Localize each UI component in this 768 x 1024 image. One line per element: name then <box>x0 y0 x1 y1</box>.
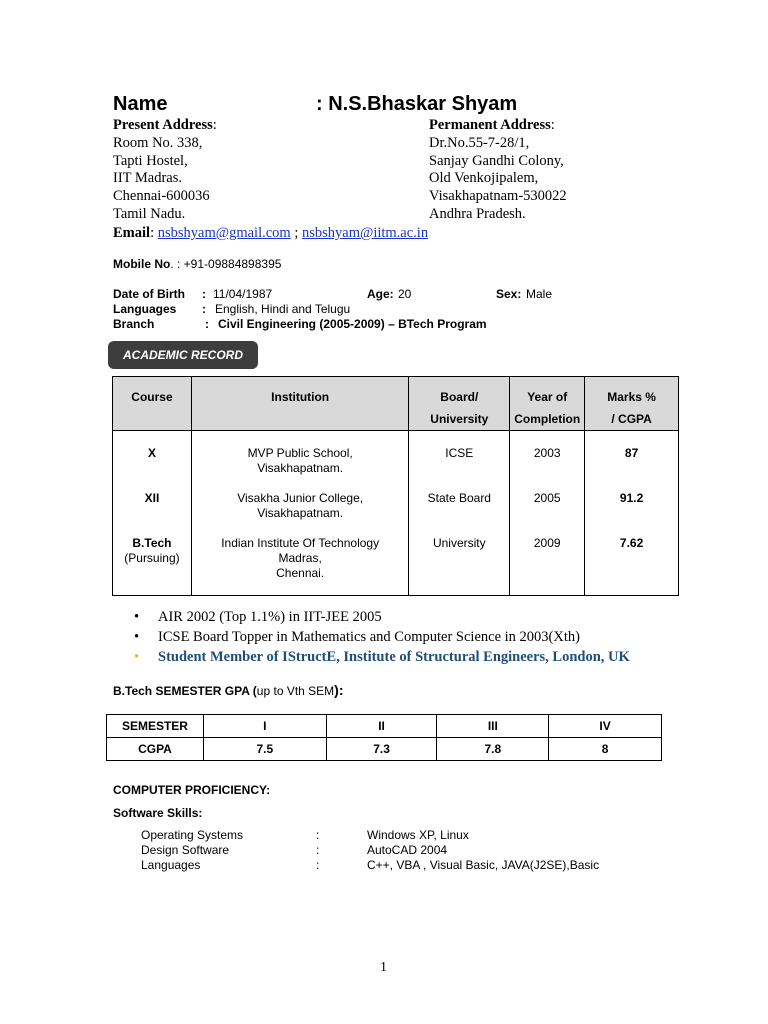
cell-year: 2005 <box>510 476 585 536</box>
languages-label: Languages <box>113 302 177 316</box>
skill-names <box>141 828 243 873</box>
branch-label: Branch <box>113 317 155 331</box>
dob-label: Date of Birth <box>113 287 185 301</box>
cell-semester-label: SEMESTER <box>107 715 204 738</box>
table-row <box>113 431 679 477</box>
table-row <box>107 738 662 761</box>
academic-record-badge: ACADEMIC RECORD <box>108 341 258 369</box>
cell-semester: I <box>203 715 326 738</box>
page-number: 1 <box>380 960 387 975</box>
academic-record-table <box>112 376 679 596</box>
permanent-address-line: Sanjay Gandhi Colony, <box>429 152 564 169</box>
age-label: Age: <box>367 287 394 301</box>
cell-marks: 7.62 <box>585 536 679 595</box>
header-year: Year of Completion <box>510 377 585 431</box>
age-value: 20 <box>398 287 412 301</box>
permanent-address-line: Old Venkojipalem, <box>429 170 539 187</box>
sex-value: Male <box>526 287 553 301</box>
semester-gpa-table <box>106 714 662 761</box>
cell-cgpa-label: CGPA <box>107 738 204 761</box>
bullet-icon: • <box>134 629 140 645</box>
skill-value: Windows XP, Linux <box>367 828 469 842</box>
skill-colons <box>316 828 319 873</box>
email-label: Email <box>113 225 151 241</box>
present-address-line: Tamil Nadu. <box>113 205 186 222</box>
header-course: Course <box>113 377 192 431</box>
software-skills-heading: Software Skills: <box>113 806 203 820</box>
skill-name: Languages <box>141 858 201 872</box>
bullet-icon: • <box>134 609 140 625</box>
email-link-iitm[interactable]: nsbshyam@iitm.ac.in <box>301 225 429 241</box>
cell-marks: 91.2 <box>585 476 679 536</box>
header-institution: Institution <box>191 377 408 431</box>
list-item: • AIR 2002 (Top 1.1%) in IIT-JEE 2005 <box>134 609 382 625</box>
cell-year: 2009 <box>510 536 585 595</box>
header-board: Board/ University <box>409 377 510 431</box>
cell-institution: MVP Public School, Visakhapatnam. <box>191 431 408 477</box>
semester-gpa-heading: B.Tech SEMESTER GPA (up to Vth SEM): <box>113 682 344 698</box>
present-address-line: IIT Madras. <box>113 170 182 187</box>
bullet-icon: • <box>134 649 140 665</box>
permanent-address-label: Permanent Address <box>429 117 551 133</box>
mobile-line <box>113 257 281 271</box>
achievements-list <box>130 607 630 667</box>
cell-course: X <box>113 431 192 477</box>
skill-colon: : <box>316 843 320 857</box>
table-row <box>113 476 679 536</box>
list-item: • ICSE Board Topper in Mathematics and Computer Science in 2003(Xth) <box>134 629 580 645</box>
permanent-address-line: Dr.No.55-7-28/1, <box>429 134 530 151</box>
cell-semester: IV <box>549 715 662 738</box>
mobile-label: Mobile No <box>113 257 171 271</box>
header-marks: Marks % / CGPA <box>585 377 679 431</box>
cell-cgpa: 7.3 <box>326 738 437 761</box>
cell-institution: Indian Institute Of Technology Madras, Chennai. <box>191 536 408 595</box>
computer-proficiency-heading: COMPUTER PROFICIENCY: <box>113 783 271 797</box>
cell-course: XII <box>113 476 192 536</box>
name-label: Name <box>113 93 168 115</box>
cell-board: State Board <box>409 476 510 536</box>
sex-label: Sex: <box>496 287 522 301</box>
cell-cgpa: 8 <box>549 738 662 761</box>
skill-colon: : <box>316 858 320 872</box>
permanent-address-line: Visakhapatnam-530022 <box>429 188 567 205</box>
branch-value: Civil Engineering (2005-2009) – BTech Program <box>218 317 487 331</box>
email-link-gmail[interactable]: nsbshyam@gmail.com <box>157 225 291 241</box>
present-address-label: Present Address <box>113 117 213 133</box>
cell-semester: III <box>437 715 549 738</box>
branch-colon: : <box>205 317 209 331</box>
cell-course: B.Tech (Pursuing) <box>113 536 192 595</box>
cell-board: ICSE <box>409 431 510 477</box>
table-row <box>113 536 679 595</box>
permanent-address-line: Andhra Pradesh. <box>429 205 526 222</box>
dob-value: 11/04/1987 <box>213 287 273 301</box>
skill-colon: : <box>316 828 320 842</box>
languages-colon: : <box>202 302 206 316</box>
cell-cgpa: 7.5 <box>203 738 326 761</box>
dob-colon: : <box>202 287 206 301</box>
skill-values <box>367 828 599 873</box>
mobile-value: . : +91-09884898395 <box>170 257 282 271</box>
languages-value: English, Hindi and Telugu <box>215 302 351 316</box>
permanent-address: Permanent Address: Dr.No.55-7-28/1, Sanjay Gandhi Colony, Old Venkojipalem, Visakhapatnam-530022 Andhra Pradesh. <box>429 117 567 222</box>
skill-name: Design Software <box>141 843 230 857</box>
skill-name: Operating Systems <box>141 828 244 842</box>
cell-cgpa: 7.8 <box>437 738 549 761</box>
present-address-line: Chennai-600036 <box>113 188 210 205</box>
present-address-line: Tapti Hostel, <box>113 152 188 169</box>
email-line: Email: nsbshyam@gmail.com ; nsbshyam@iitm.ac.in <box>113 225 429 241</box>
cell-semester: II <box>326 715 437 738</box>
table-row <box>107 715 662 738</box>
table-header-row <box>113 377 679 431</box>
name-value: : N.S.Bhaskar Shyam <box>316 93 518 115</box>
cell-board: University <box>409 536 510 595</box>
skill-value: C++, VBA , Visual Basic, JAVA(J2SE),Basic <box>367 858 600 872</box>
present-address: Present Address: Room No. 338, Tapti Hostel, IIT Madras. Chennai-600036 Tamil Nadu. <box>113 117 217 222</box>
cell-marks: 87 <box>585 431 679 477</box>
skill-value: AutoCAD 2004 <box>367 843 448 857</box>
list-item: • Student Member of IStructE, Institute of Structural Engineers, London, UK <box>134 649 630 665</box>
present-address-line: Room No. 338, <box>113 134 203 151</box>
email-separator: ; <box>290 225 302 241</box>
cell-year: 2003 <box>510 431 585 477</box>
cell-institution: Visakha Junior College, Visakhapatnam. <box>191 476 408 536</box>
